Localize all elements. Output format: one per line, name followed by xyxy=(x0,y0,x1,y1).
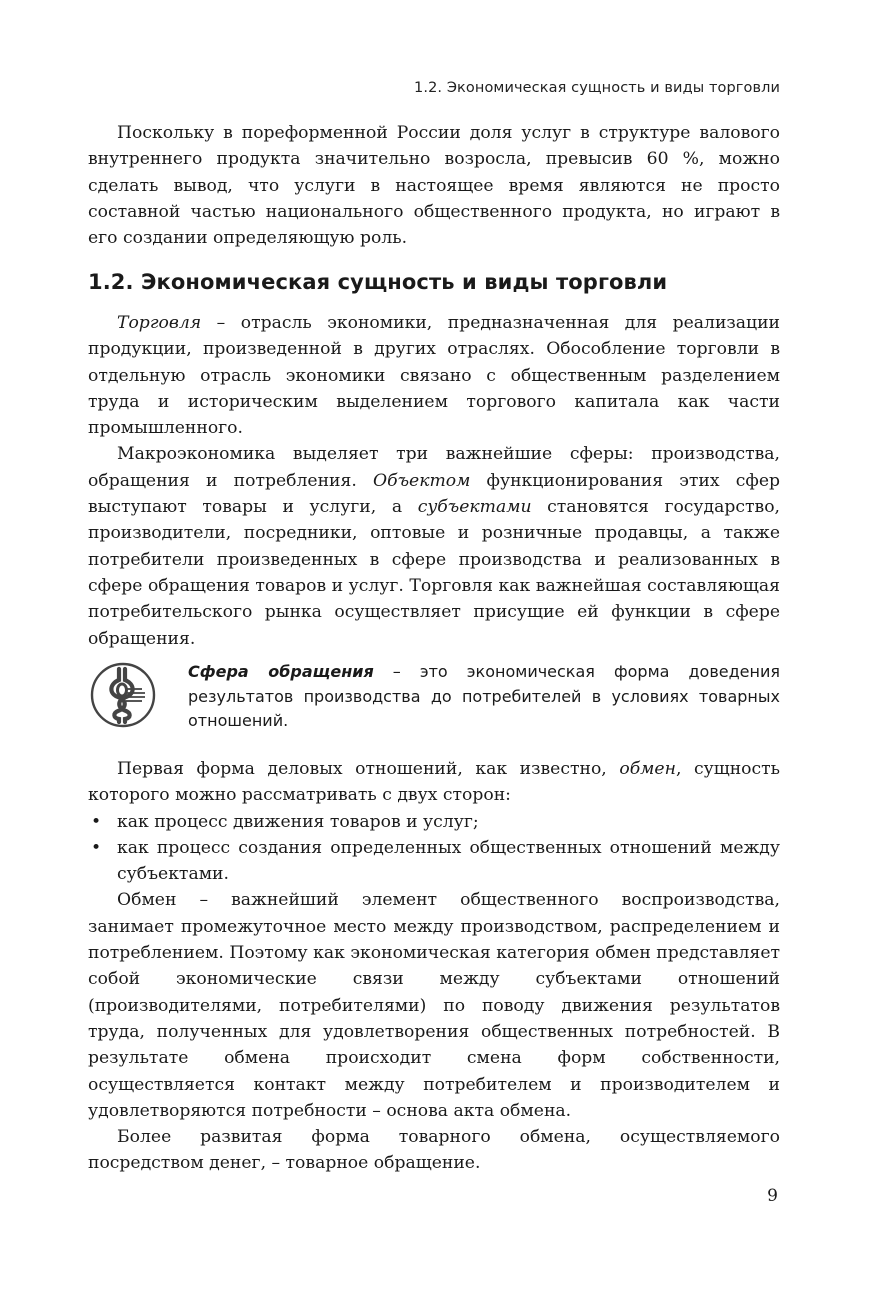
trade-definition-paragraph xyxy=(88,310,780,441)
exchange-text-2: , сущность которого можно рассматривать с двух сторон: xyxy=(88,759,780,806)
page-number: 9 xyxy=(767,1186,778,1206)
intro-text xyxy=(88,120,780,251)
macro-text-2: функционирования этих сфер выступают товары и услуги, а xyxy=(88,470,780,518)
bullet-icon: • xyxy=(91,837,102,858)
bullet-item xyxy=(88,809,780,835)
macroeconomics-paragraph xyxy=(88,441,780,651)
exchange-intro-paragraph xyxy=(88,756,780,809)
section-heading: 1.2. Экономическая сущность и виды торговли xyxy=(88,270,668,294)
bullet-text: как процесс движения товаров и услуг; xyxy=(117,811,479,832)
term-trade: Торговля xyxy=(117,313,202,333)
trade-definition-text: – отрасль экономики, предназначенная для реализации продукции, произведенной в других отраслях. Обособление торговли в отдельную отрасль экономики связано с общественным разделением труда и историческим выделением торгового капитала как части промышленного. xyxy=(88,313,780,439)
term-subjects: субъектами xyxy=(417,497,532,518)
definition-term: Сфера обращения xyxy=(188,662,374,681)
commodity-circulation-paragraph: Более развитая форма товарного обмена, осуществляемого посредством денег, – товарное обращение. xyxy=(88,1127,780,1174)
macro-text-1: Макроэкономика выделяет три важнейшие сферы: производства, обращения и потребления. xyxy=(88,444,780,491)
definition-text xyxy=(188,660,780,734)
macro-text-3: становятся государство, производители, посредники, оптовые и розничные продавцы, а также потребители произведенных в сфере производства и реализованных в сфере обращения товаров и услуг. Торговля как важнейшая составляющая потребительского рынка осуществляет присущие ей функции в сфере обращения. xyxy=(88,497,780,649)
term-object: Объектом xyxy=(372,470,471,491)
bullet-icon: • xyxy=(91,811,102,832)
section-body xyxy=(88,310,780,652)
exchange-explanation-paragraph: Обмен – важнейший элемент общественного воспроизводства, занимает промежуточное место между производством, распределением и потреблением. Поэтому как экономическая категория обмен представляет собой экономические связи между субъектами отношений (производителями, потребителями) по поводу движения результатов труда, полученных для удовлетворения общественных потребностей. В результате обмена происходит смена форм собственности, осуществляется контакт между потребителем и производителем и удовлетворяются потребности – основа акта обмена. xyxy=(88,890,780,1121)
running-header: 1.2. Экономическая сущность и виды торговли xyxy=(414,80,780,96)
book-page xyxy=(88,0,780,1300)
exchange-section xyxy=(88,756,780,1177)
knot-icon xyxy=(90,662,156,728)
exchange-text-1: Первая форма деловых отношений, как известно, xyxy=(117,759,620,779)
definition-body: – это экономическая форма доведения результатов производства до потребителей в условиях товарных отношений. xyxy=(188,662,781,730)
bullet-item xyxy=(88,835,780,888)
exchange-bullet-list xyxy=(88,809,780,888)
term-exchange: обмен xyxy=(619,759,676,779)
definition-box xyxy=(88,660,780,740)
bullet-text: как процесс создания определенных общественных отношений между субъектами. xyxy=(117,837,780,885)
intro-paragraph: Поскольку в пореформенной России доля услуг в структуре валового внутреннего продукта значительно возросла, превысив 60 %, можно сделать вывод, что услуги в настоящее время являются не просто составной частью национального общественного продукта, но играют в его создании определяющую роль. xyxy=(88,123,780,249)
